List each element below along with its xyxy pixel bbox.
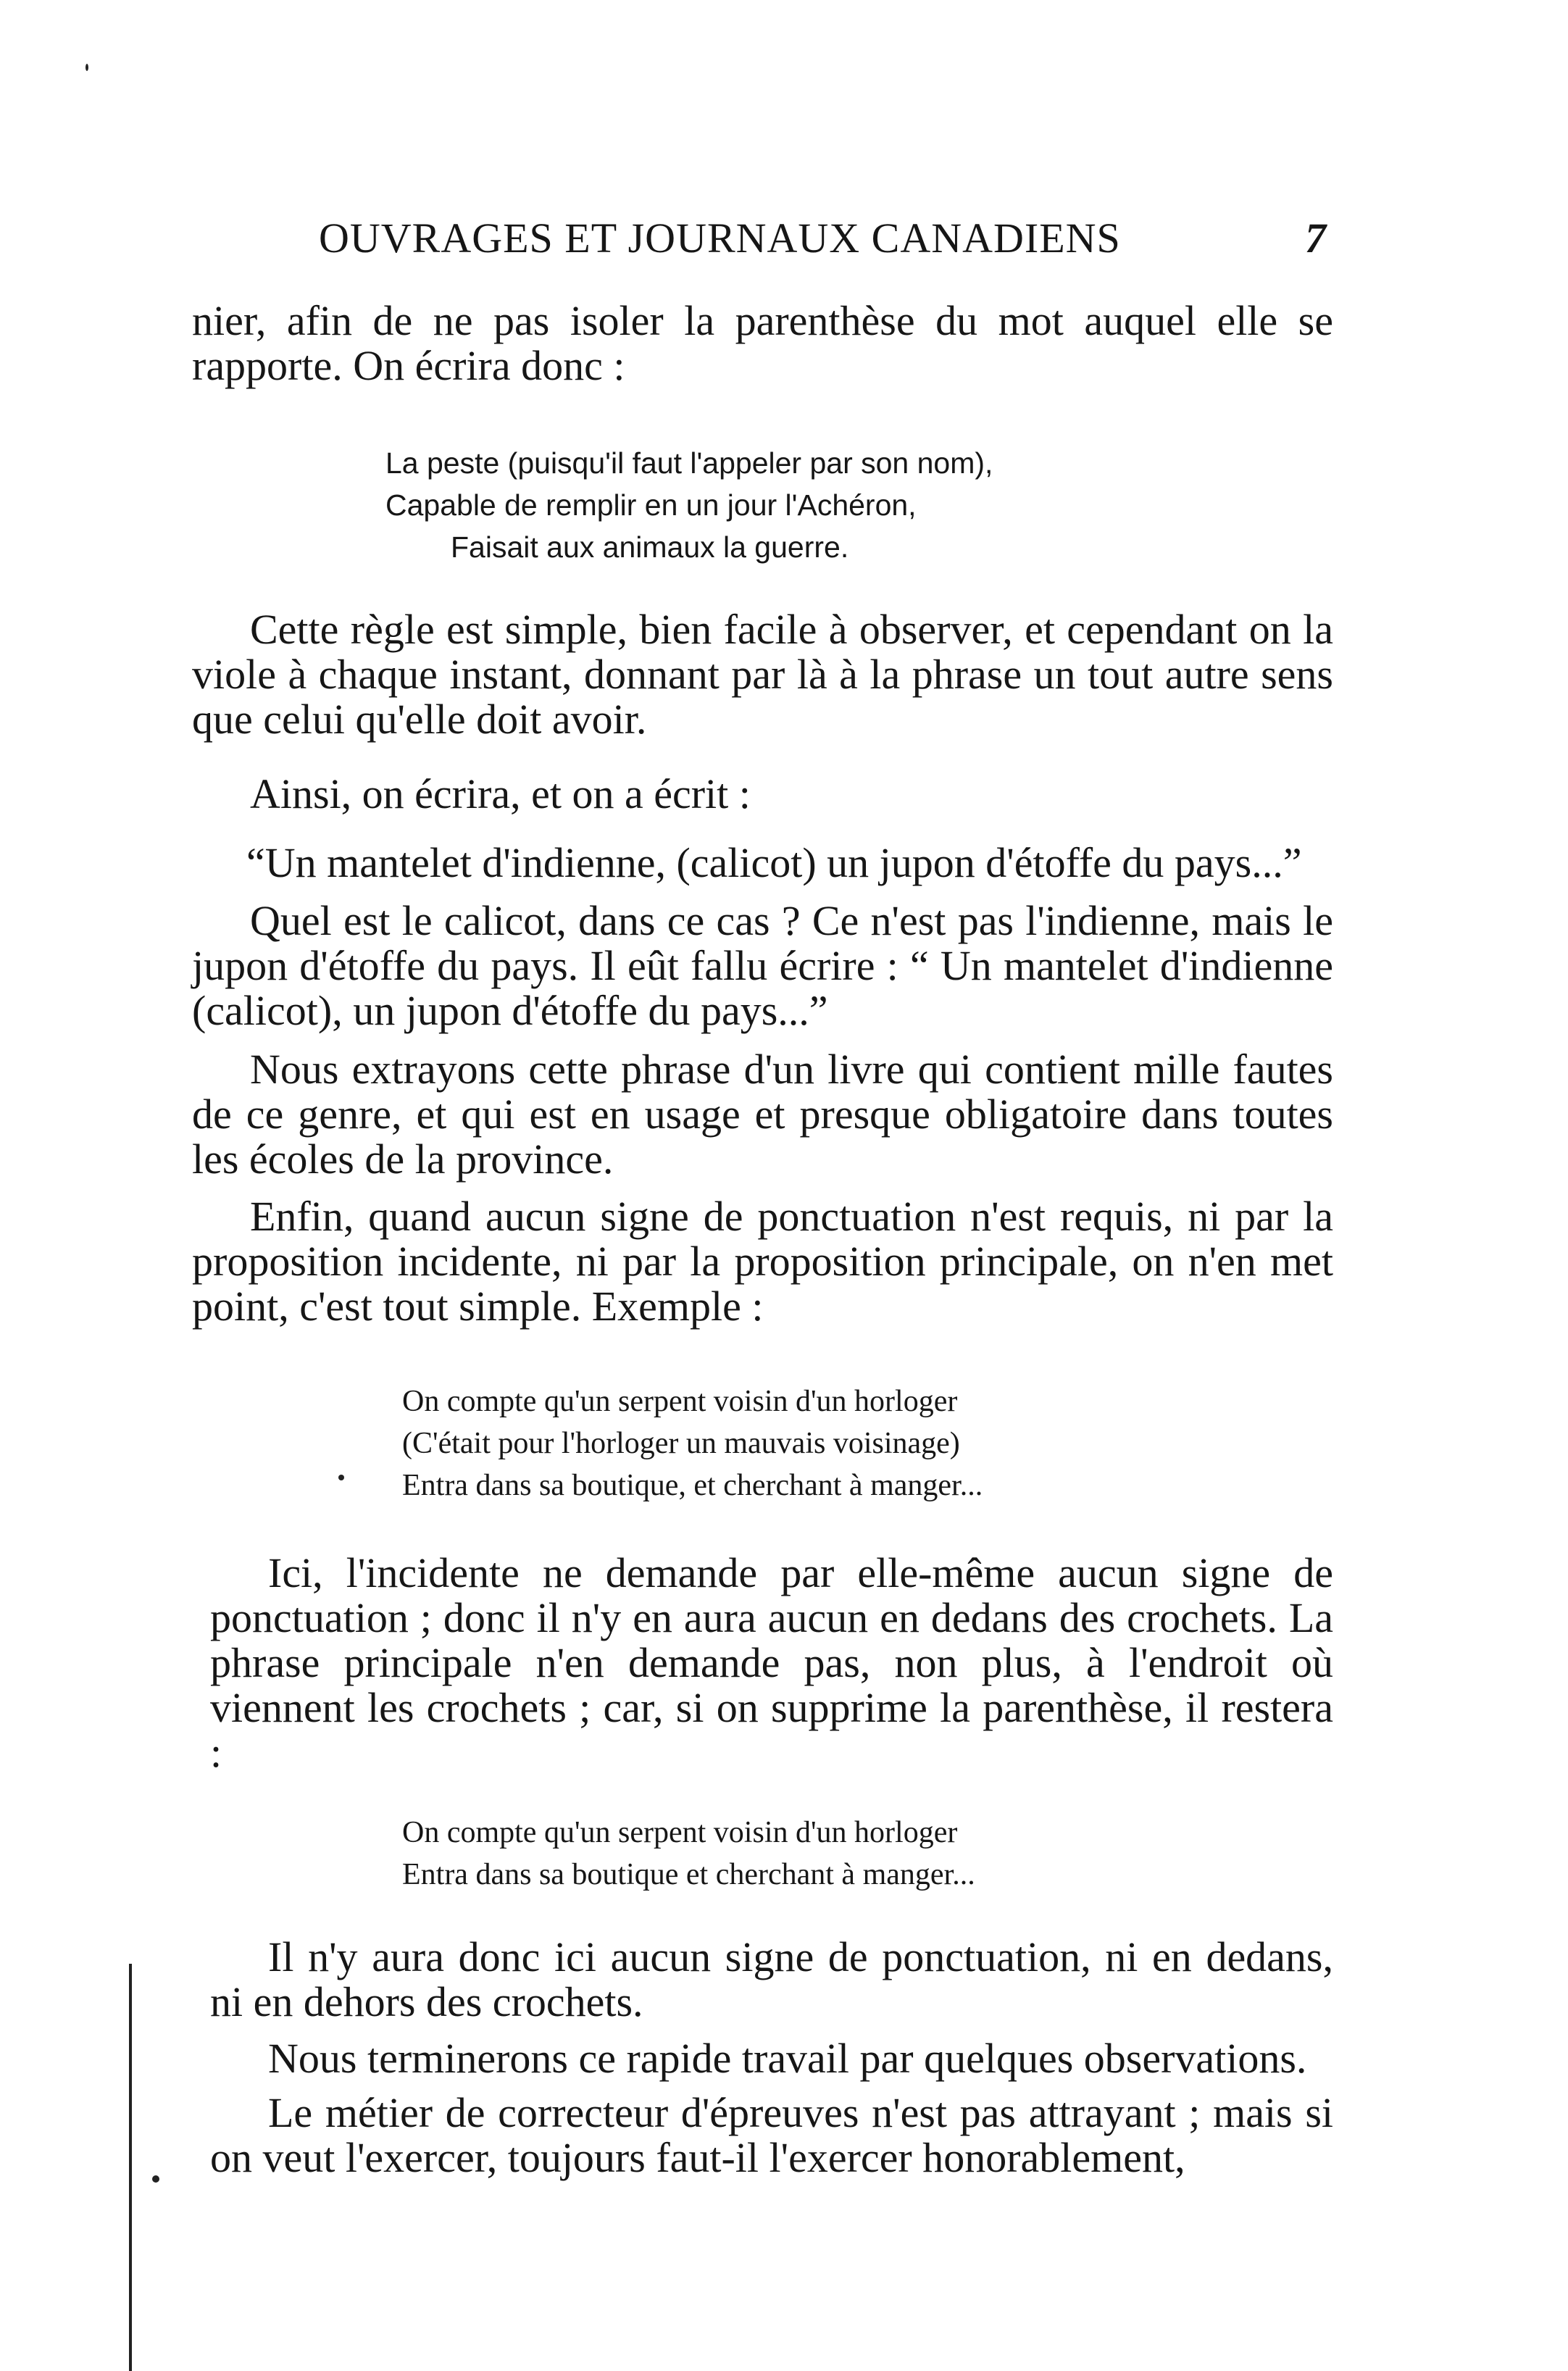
paragraph-rule: Cette règle est simple, bien facile à observer, et cependant on la viole à chaque instant, donnant par là à la phrase un tout autre sens que celui qu'elle doit avoir. xyxy=(192,606,1333,743)
verse-block-1 xyxy=(385,442,993,568)
paragraph-extrayons: Nous extrayons cette phrase d'un livre qui contient mille fautes de ce genre, et qui est en usage et presque obligatoire dans toutes les écoles de la province. xyxy=(192,1046,1333,1183)
verse-line: Entra dans sa boutique et cherchant à manger... xyxy=(402,1858,975,1891)
paragraph-terminerons: Nous terminerons ce rapide travail par quelques observations. xyxy=(268,2035,1307,2082)
verse-block-3 xyxy=(402,1812,975,1896)
verse-line: Entra dans sa boutique, et cherchant à manger... xyxy=(402,1469,983,1502)
scan-speck xyxy=(152,2175,159,2183)
verse-line: Capable de remplir en un jour l'Achéron, xyxy=(385,488,917,522)
page-header xyxy=(312,214,1326,272)
quote-example: “Un mantelet d'indienne, (calicot) un jupon d'étoffe du pays...” xyxy=(246,839,1302,886)
running-title: OUVRAGES ET JOURNAUX CANADIENS xyxy=(319,214,1121,262)
paragraph-ainsi: Ainsi, on écrira, et on a écrit : xyxy=(250,770,751,817)
paragraph-aucun-signe: Il n'y aura donc ici aucun signe de ponctuation, ni en dedans, ni en dehors des crochets. xyxy=(210,1933,1333,2025)
paragraph-continuation: nier, afin de ne pas isoler la parenthèse du mot auquel elle se rapporte. On écrira donc : xyxy=(192,297,1333,389)
verse-block-2 xyxy=(402,1380,983,1507)
paragraph-metier: Le métier de correcteur d'épreuves n'est pas attrayant ; mais si on veut l'exercer, toujours faut-il l'exercer honorablement, xyxy=(210,2089,1333,2181)
scan-speck xyxy=(338,1475,344,1480)
paragraph-calicot: Quel est le calicot, dans ce cas ? Ce n'est pas l'indienne, mais le jupon d'étoffe du pays. Il eût fallu écrire : “ Un mantelet d'indienne (calicot), un jupon d'étoffe du pays...” xyxy=(192,897,1333,1034)
verse-line: La peste (puisqu'il faut l'appeler par son nom), xyxy=(385,446,993,480)
verse-line: On compte qu'un serpent voisin d'un horloger xyxy=(402,1385,958,1418)
verse-line: On compte qu'un serpent voisin d'un horloger xyxy=(402,1816,958,1849)
paragraph-incidente: Ici, l'incidente ne demande par elle-même aucun signe de ponctuation ; donc il n'y en aura aucun en dedans des crochets. La phrase principale n'en demande pas, non plus, à l'endroit où viennent les crochets ; car, si on supprime la parenthèse, il restera : xyxy=(210,1549,1333,1776)
margin-scan-line xyxy=(129,1964,132,2371)
scan-speck xyxy=(86,64,88,71)
paragraph-enfin: Enfin, quand aucun signe de ponctuation n'est requis, ni par la proposition incidente, ni par la proposition principale, on n'en met point, c'est tout simple. Exemple : xyxy=(192,1193,1333,1330)
verse-line: (C'était pour l'horloger un mauvais voisinage) xyxy=(402,1427,960,1460)
page-number: 7 xyxy=(1305,214,1326,262)
verse-line: Faisait aux animaux la guerre. xyxy=(451,530,849,564)
